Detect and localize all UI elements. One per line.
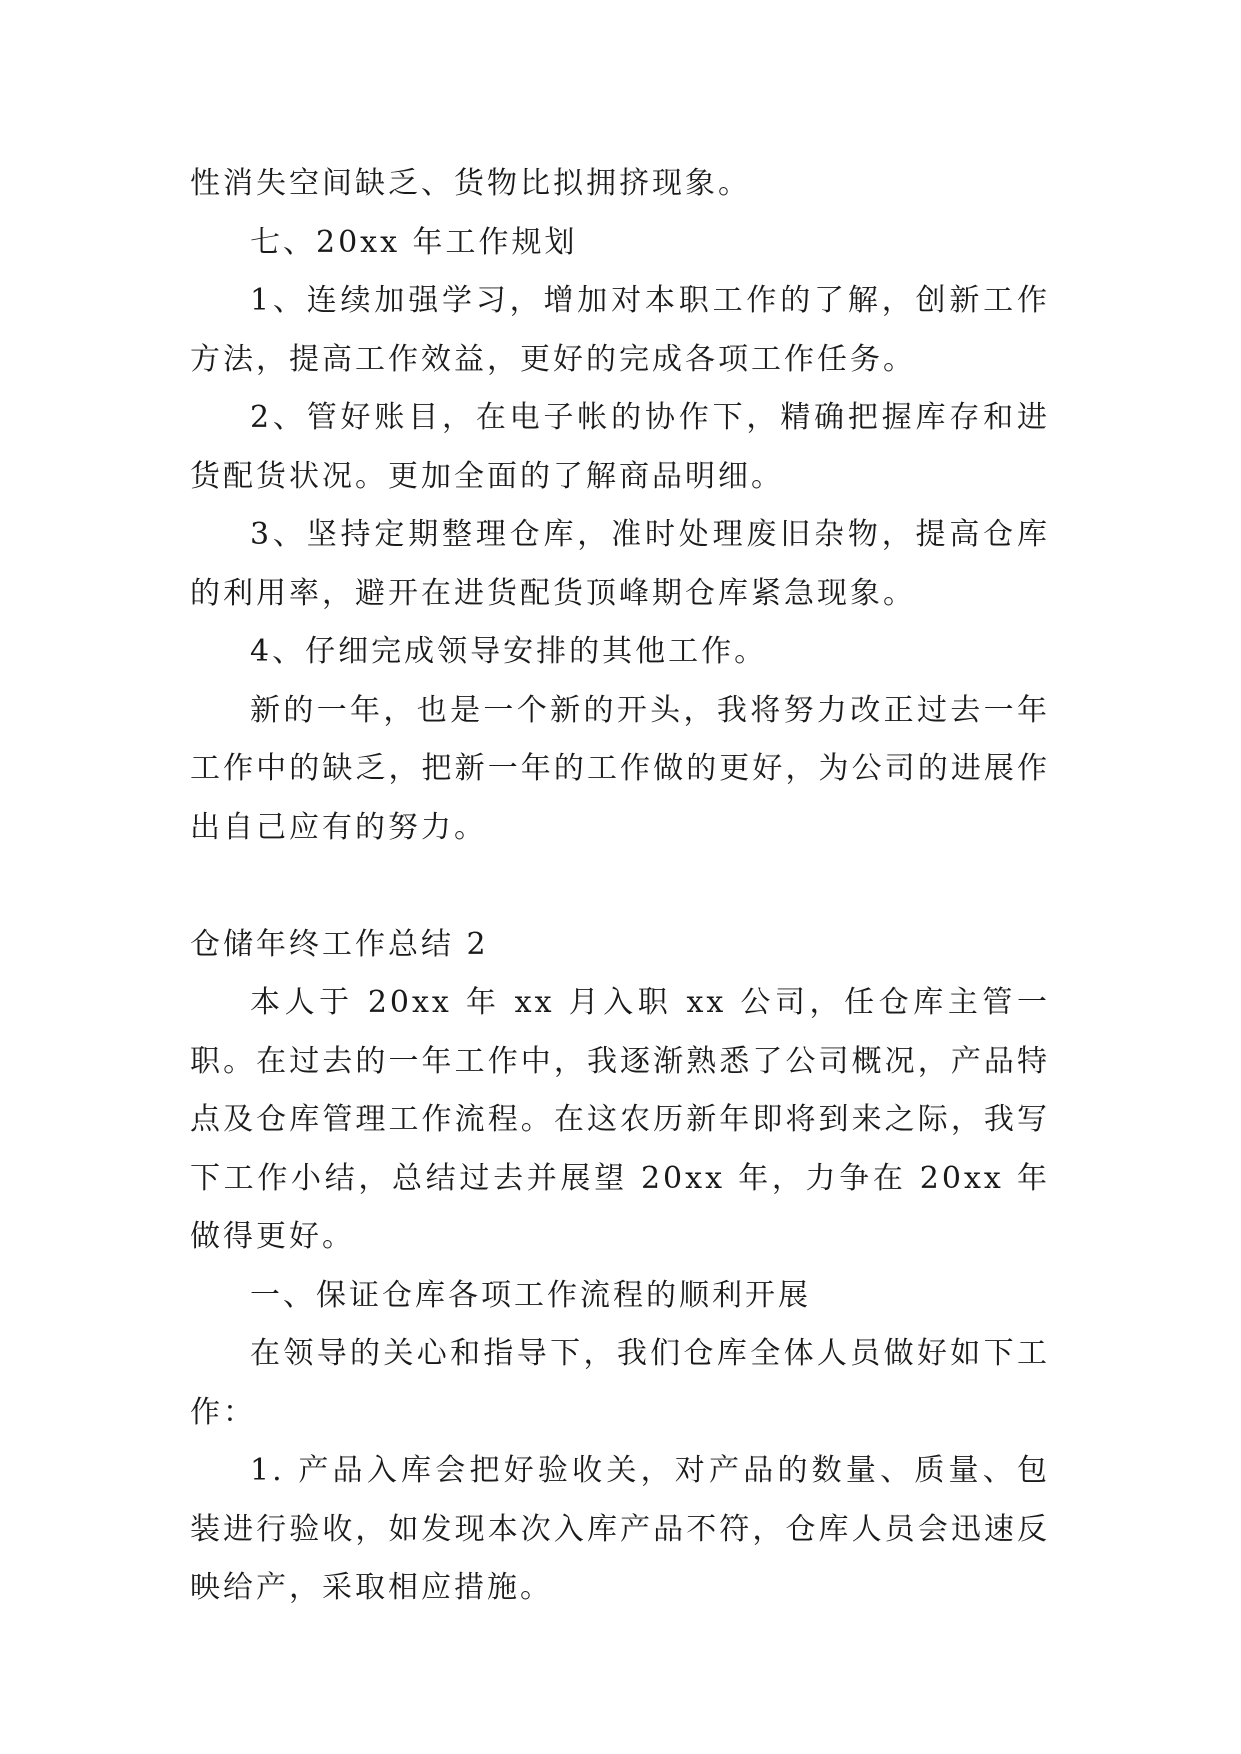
section-heading-plan: 七、20xx 年工作规划 (250, 224, 578, 260)
section-1-item-1: 1. 产品入库会把好验收关，对产品的数量、质量、包装进行验收，如发现本次入库产品不符，仓库人员会迅速反映给产，采取相应措施。 (190, 1453, 1050, 1605)
document-body (190, 155, 1050, 1618)
plan-item-2: 2、管好账目，在电子帐的协作下，精确把握库存和进货配货状况。更加全面的了解商品明细。 (190, 400, 1050, 494)
intro-paragraph: 本人于 20xx 年 xx 月入职 xx 公司，任仓库主管一职。在过去的一年工作中，我逐渐熟悉了公司概况，产品特点及仓库管理工作流程。在这农历新年即将到来之际，我写下工作小结，总结过去并展望 20xx 年，力争在 20xx 年做得更好。 (190, 985, 1050, 1254)
document-subtitle: 仓储年终工作总结 2 (190, 926, 489, 962)
closing-paragraph: 新的一年，也是一个新的开头，我将努力改正过去一年工作中的缺乏，把新一年的工作做的更好，为公司的进展作出自己应有的努力。 (190, 692, 1050, 845)
blank-line (190, 857, 1050, 916)
plan-item-4: 4、仔细完成领导安排的其他工作。 (250, 634, 768, 669)
section-1-intro: 在领导的关心和指导下，我们仓库全体人员做好如下工作： (190, 1336, 1050, 1430)
plan-item-1: 1、连续加强学习，增加对本职工作的了解，创新工作方法，提高工作效益，更好的完成各项工作任务。 (190, 283, 1050, 377)
plan-item-3: 3、坚持定期整理仓库，准时处理废旧杂物，提高仓库的利用率，避开在进货配货顶峰期仓库紧急现象。 (190, 517, 1050, 611)
paragraph-continuation: 性消失空间缺乏、货物比拟拥挤现象。 (190, 166, 751, 201)
section-heading-1: 一、保证仓库各项工作流程的顺利开展 (250, 1277, 811, 1313)
